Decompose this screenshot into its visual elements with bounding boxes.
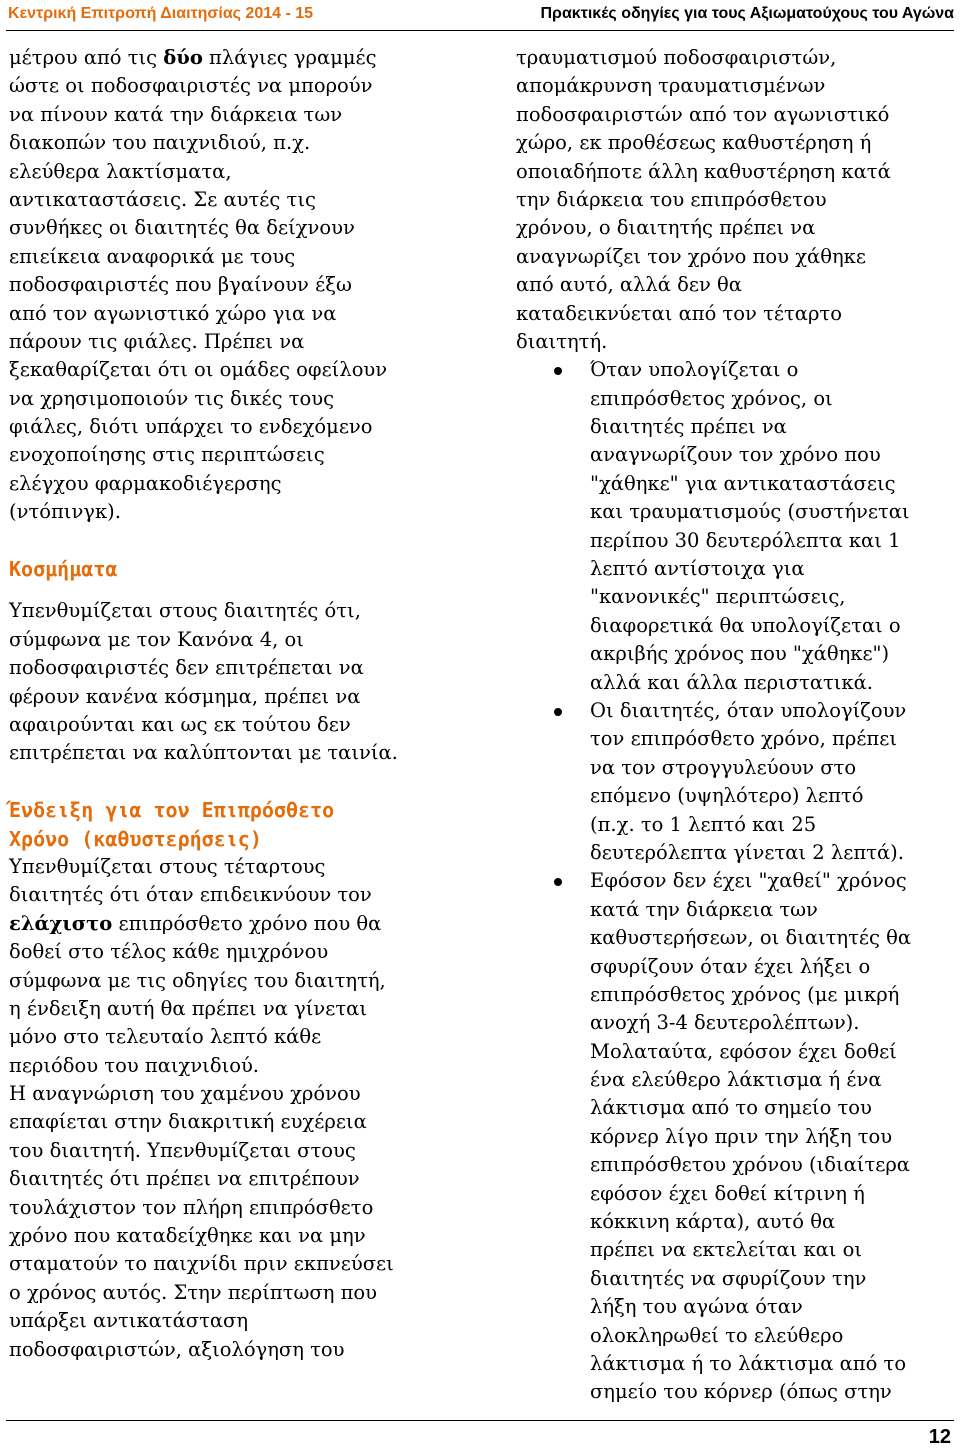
paragraph-line: ελέγχου φαρμακοδιέγερσης [9, 471, 282, 495]
paragraph-line: τουλάχιστον τον πλήρη επιπρόσθετο [9, 1195, 374, 1219]
header-document-title: Πρακτικές οδηγίες για τους Αξιωματούχους του Αγώνα [540, 5, 954, 22]
bullet-line: επόμενο (υψηλότερο) λεπτό [590, 784, 864, 808]
paragraph-line: ο χρόνος αυτός. Στην περίπτωση που [9, 1280, 377, 1304]
paragraph-line: η ένδειξη αυτή θα πρέπει να γίνεται [9, 996, 367, 1020]
paragraph-line: φέρουν κανένα κόσμημα, πρέπει να [9, 684, 361, 708]
paragraph-line: επιείκεια αναφορικά με τους [9, 244, 296, 268]
paragraph-line: επαφίεται στην διακριτική ευχέρεια [9, 1110, 367, 1134]
paragraph-line: διαιτητές ότι πρέπει να επιτρέπουν [9, 1167, 360, 1191]
paragraph-line: επιτρέπεται να καλύπτονται με ταινία. [9, 741, 398, 765]
paragraph-line: Υπενθυμίζεται στους τέταρτους [9, 854, 326, 878]
bullet-line: επιπρόσθετου χρόνου (ιδιαίτερα [590, 1153, 910, 1177]
bullet-line: ακριβής χρόνος που "χάθηκε") [590, 642, 890, 666]
section-heading-added-time: Ένδειξη για τον Επιπρόσθετο [9, 798, 335, 823]
paragraph-line: συνθήκες οι διαιτητές θα δείχνουν [9, 216, 355, 240]
bullet-line: επιπρόσθετος χρόνος, οι [590, 386, 833, 410]
bullet-line: εφόσον έχει δοθεί κίτρινη ή [590, 1181, 865, 1205]
bullet-icon [554, 878, 562, 886]
bullet-line: ένα ελεύθερο λάκτισμα ή ένα [590, 1068, 882, 1092]
paragraph-line: οποιαδήποτε άλλη καθυστέρηση κατά [516, 159, 891, 183]
bullet-line: λεπτό αντίστοιχα για [590, 557, 805, 581]
paragraph-line: Υπενθυμίζεται στους διαιτητές ότι, [9, 599, 361, 623]
bullet-line: Οι διαιτητές, όταν υπολογίζουν [590, 698, 907, 722]
paragraph-line: να πίνουν κατά την διάρκεια των [9, 102, 343, 126]
paragraph-line: μόνο στο τελευταίο λεπτό κάθε [9, 1025, 322, 1049]
list-item [516, 867, 956, 1406]
paragraph-line: ελεύθερα λακτίσματα, [9, 159, 232, 183]
section-spacer [9, 768, 454, 796]
bullet-line: διαιτητές να σφυρίζουν την [590, 1266, 867, 1290]
paragraph-line: διαιτητή. [516, 329, 608, 353]
bullet-icon [554, 367, 562, 375]
paragraph-line: διαιτητές ότι όταν επιδεικνύουν τον [9, 883, 372, 907]
bullet-line: πρέπει να εκτελείται και οι [590, 1238, 863, 1262]
list-item [516, 356, 956, 697]
paragraph-line: δοθεί στο τέλος κάθε ημιχρόνου [9, 940, 329, 964]
paragraph-line: ποδοσφαιριστές που βγαίνουν έξω [9, 273, 352, 297]
bullet-line: κόρνερ λίγο πριν την λήξη του [590, 1124, 893, 1148]
paragraph-line: ελάχιστο επιπρόσθετο χρόνο που θα [9, 911, 382, 935]
page-number: 12 [928, 1426, 951, 1448]
bullet-line: Εφόσον δεν έχει "χαθεί" χρόνος [590, 869, 907, 893]
paragraph-line: να χρησιμοποιούν τις δικές τους [9, 386, 335, 410]
bullet-line: αλλά και άλλα περιστατικά. [590, 670, 873, 694]
bullet-line: Όταν υπολογίζεται ο [590, 358, 799, 382]
bullet-line: (π.χ. το 1 λεπτό και 25 [590, 812, 817, 836]
paragraph-line: σύμφωνα με τον Κανόνα 4, οι [9, 627, 304, 651]
heading-spacer [9, 583, 454, 597]
right-column [516, 44, 956, 1407]
paragraph-line: περιόδου του παιχνιδιού. [9, 1053, 260, 1077]
paragraph-line: αναγνωρίζει τον χρόνο που χάθηκε [516, 244, 866, 268]
page-header [6, 0, 954, 31]
paragraph-line: Η αναγνώριση του χαμένου χρόνου [9, 1082, 361, 1106]
paragraph-line: την διάρκεια του επιπρόσθετου [516, 187, 827, 211]
bullet-line: διαιτητές πρέπει να [590, 415, 787, 439]
paragraph-line: μέτρου από τις δύο πλάγιες γραμμές [9, 46, 377, 69]
paragraph-line: υπάρξει αντικατάσταση [9, 1309, 249, 1333]
bullet-line: "χάθηκε" για αντικαταστάσεις [590, 471, 896, 495]
bullet-line: Μολαταύτα, εφόσον έχει δοθεί [590, 1039, 897, 1063]
paragraph-line: τραυματισμού ποδοσφαιριστών, [516, 46, 837, 69]
paragraph-line: αντικαταστάσεις. Σε αυτές τις [9, 187, 316, 211]
bullet-icon [554, 708, 562, 716]
paragraph-line: φιάλες, διότι υπάρχει το ενδεχόμενο [9, 415, 373, 439]
paragraph-line: από τον αγωνιστικό χώρο για να [9, 301, 337, 325]
paragraph-line: σύμφωνα με τις οδηγίες του διαιτητή, [9, 968, 386, 992]
paragraph-line: χρόνο που καταδείχθηκε και να μην [9, 1224, 366, 1248]
section-heading-jewellery: Κοσμήματα [9, 557, 118, 582]
paragraph-line: ποδοσφαιριστών από τον αγωνιστικό [516, 102, 890, 126]
bullet-list [516, 356, 956, 1406]
paragraph-line: σταματούν το παιχνίδι πριν εκπνεύσει [9, 1252, 394, 1276]
paragraph-line: ώστε οι ποδοσφαιριστές να μπορούν [9, 74, 373, 98]
bullet-line: δευτερόλεπτα γίνεται 2 λεπτά). [590, 840, 904, 864]
paragraph-line: καταδεικνύεται από τον τέταρτο [516, 301, 842, 325]
bullet-line: τον επιπρόσθετο χρόνο, πρέπει [590, 727, 898, 751]
header-committee-title: Κεντρική Επιτροπή Διαιτησίας 2014 - 15 [8, 5, 314, 22]
bullet-line: ανοχή 3-4 δευτερολέπτων). [590, 1011, 860, 1035]
list-item [516, 697, 956, 867]
bullet-line: και τραυματισμούς (συστήνεται [590, 500, 910, 524]
bullet-line: λάκτισμα από το σημείο του [590, 1096, 872, 1120]
paragraph-line: του διαιτητή. Υπενθυμίζεται στους [9, 1138, 356, 1162]
footer-divider [6, 1420, 954, 1421]
bullet-line: διαφορετικά θα υπολογίζεται ο [590, 613, 901, 637]
paragraph-line: (ντόπινγκ). [9, 500, 121, 524]
paragraph-line: ποδοσφαιριστές δεν επιτρέπεται να [9, 656, 364, 680]
bullet-line: σημείο του κόρνερ (όπως στην [590, 1380, 892, 1404]
paragraph-line: αφαιρούνται και ως εκ τούτου δεν [9, 712, 351, 736]
bullet-line: ολοκληρωθεί το ελεύθερο [590, 1323, 844, 1347]
section-spacer [9, 527, 454, 555]
bullet-line: να τον στρογγυλεύουν στο [590, 755, 857, 779]
section-heading-added-time-cont: Χρόνο (καθυστερήσεις) [9, 826, 262, 851]
bullet-line: κόκκινη κάρτα), αυτό θα [590, 1210, 836, 1234]
paragraph-line: ενοχοποίησης στις περιπτώσεις [9, 443, 325, 467]
paragraph-line: απομάκρυνση τραυματισμένων [516, 74, 826, 98]
paragraph-line: χρόνου, ο διαιτητής πρέπει να [516, 216, 816, 240]
paragraph-line: πάρουν τις φιάλες. Πρέπει να [9, 329, 305, 353]
bullet-line: λήξη του αγώνα όταν [590, 1295, 803, 1319]
paragraph-line: από αυτό, αλλά δεν θα [516, 273, 742, 297]
bullet-line: σφυρίζουν όταν έχει λήξει ο [590, 954, 871, 978]
bullet-line: επιπρόσθετος χρόνος (με μικρή [590, 982, 900, 1006]
paragraph-line: ποδοσφαιριστών, αξιολόγηση του [9, 1337, 345, 1361]
bullet-line: καθυστερήσεων, οι διαιτητές θα [590, 926, 912, 950]
bullet-line: περίπου 30 δευτερόλεπτα και 1 [590, 528, 901, 552]
paragraph-line: χώρο, εκ προθέσεως καθυστέρηση ή [516, 131, 872, 155]
bullet-line: κατά την διάρκεια των [590, 897, 818, 921]
bullet-line: λάκτισμα ή το λάκτισμα από το [590, 1351, 907, 1375]
bullet-line: αναγνωρίζουν τον χρόνο που [590, 443, 881, 467]
paragraph-line: ξεκαθαρίζεται ότι οι ομάδες οφείλουν [9, 358, 388, 382]
left-column [9, 44, 454, 1364]
paragraph-line: διακοπών του παιχνιδιού, π.χ. [9, 131, 311, 155]
bullet-line: "κανονικές" περιπτώσεις, [590, 585, 846, 609]
